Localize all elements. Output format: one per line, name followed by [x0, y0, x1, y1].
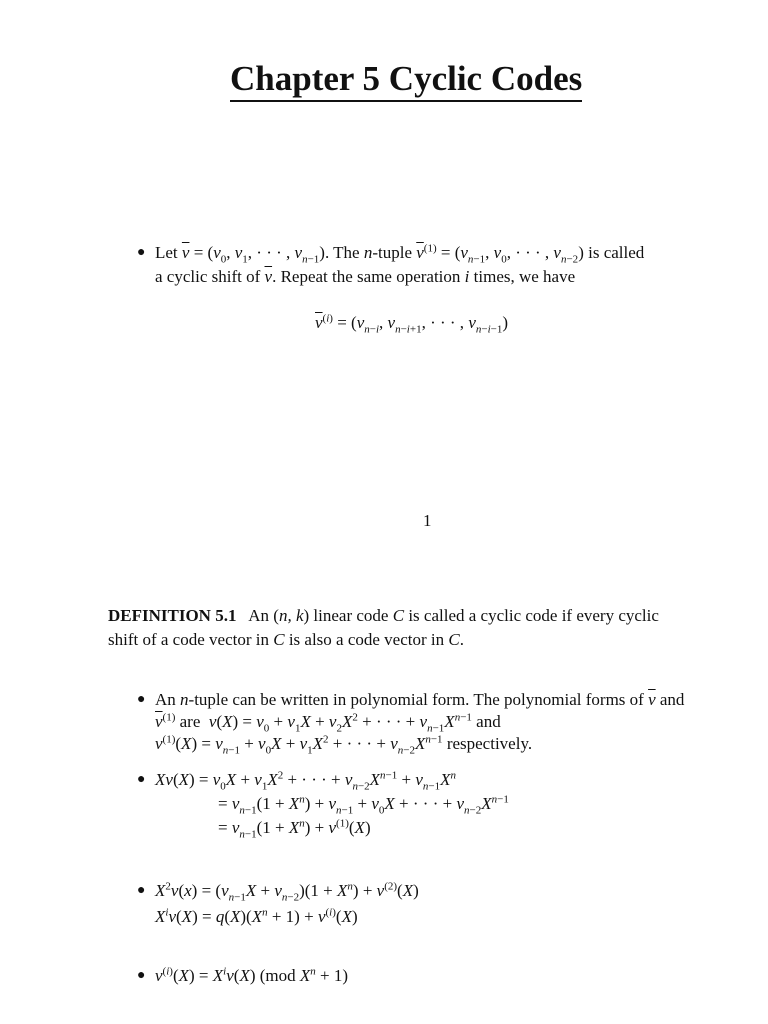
polynomial-form-line2: $\overline{v}^{(1)}$ are $v(X) = v_0 + v_1X + v_2X^2$ + · · · + $v_{n-1}X^{n-1}$ and [155, 711, 501, 735]
x2v-equation: $X^2v(x) = (v_{n-1}X + v_{n-2})(1 + X^n) + v^{(2)}(X)$ [155, 880, 419, 904]
chapter-title: Chapter 5 Cyclic Codes [230, 58, 582, 102]
cyclic-shift-definition-line2: a cyclic shift of $\overline{v}$. Repeat the same operation i times, we have [155, 267, 576, 286]
polynomial-form-line1: An n-tuple can be written in polynomial form. The polynomial forms of $\overline{v}$ and [155, 690, 685, 709]
bullet-marker: ● [137, 772, 146, 787]
bullet-marker: ● [137, 692, 146, 707]
cyclic-shift-definition-line1: Let $\overline{v} = (v_0$, $v_1$, · · · , $v_{n-1}$). The n-tuple $\overline{v}^{(1)} = (v_{n-1}$, $v_0$, · · · , $v_{n-2}$) is called [155, 242, 645, 266]
bullet-marker: ● [137, 883, 146, 898]
definition-line2: shift of a code vector in C is also a code vector in C. [108, 630, 464, 649]
page-number: 1 [423, 511, 432, 530]
bullet-marker: ● [137, 245, 146, 260]
xiv-equation: $X^iv(X) = q(X)(X^n + 1) + v^{(i)}(X)$ [155, 906, 358, 926]
definition-label: DEFINITION 5.1 [108, 606, 237, 625]
definition-line1: DEFINITION 5.1 An (n, k) linear code C is called a cyclic code if every cyclic [108, 606, 659, 625]
xv-equation-line1: $Xv(X) = v_0X + v_1X^2$ + · · · + $v_{n-2}X^{n-1} + v_{n-1}X^n$ [155, 769, 457, 793]
bullet-marker: ● [137, 968, 146, 983]
cyclic-shift-equation: $\overline{v}^{(i)} = (v_{n-i}$, $v_{n-i+1}$, · · · , $v_{n-i-1}$) [315, 312, 509, 336]
xv-equation-line3: = $v_{n-1}(1 + X^n) + v^{(1)}(X)$ [218, 817, 371, 841]
polynomial-form-line3: $v^{(1)}(X) = v_{n-1} + v_0X + v_1X^2$ + · · · + $v_{n-2}X^{n-1}$ respectively. [155, 733, 533, 757]
mod-equation: $v^{(i)}(X) = X^iv(X)$ (mod $X^n + 1$) [155, 965, 349, 985]
xv-equation-line2: = $v_{n-1}(1 + X^n) + v_{n-1} + v_0X$ + · · · + $v_{n-2}X^{n-1}$ [218, 793, 509, 817]
